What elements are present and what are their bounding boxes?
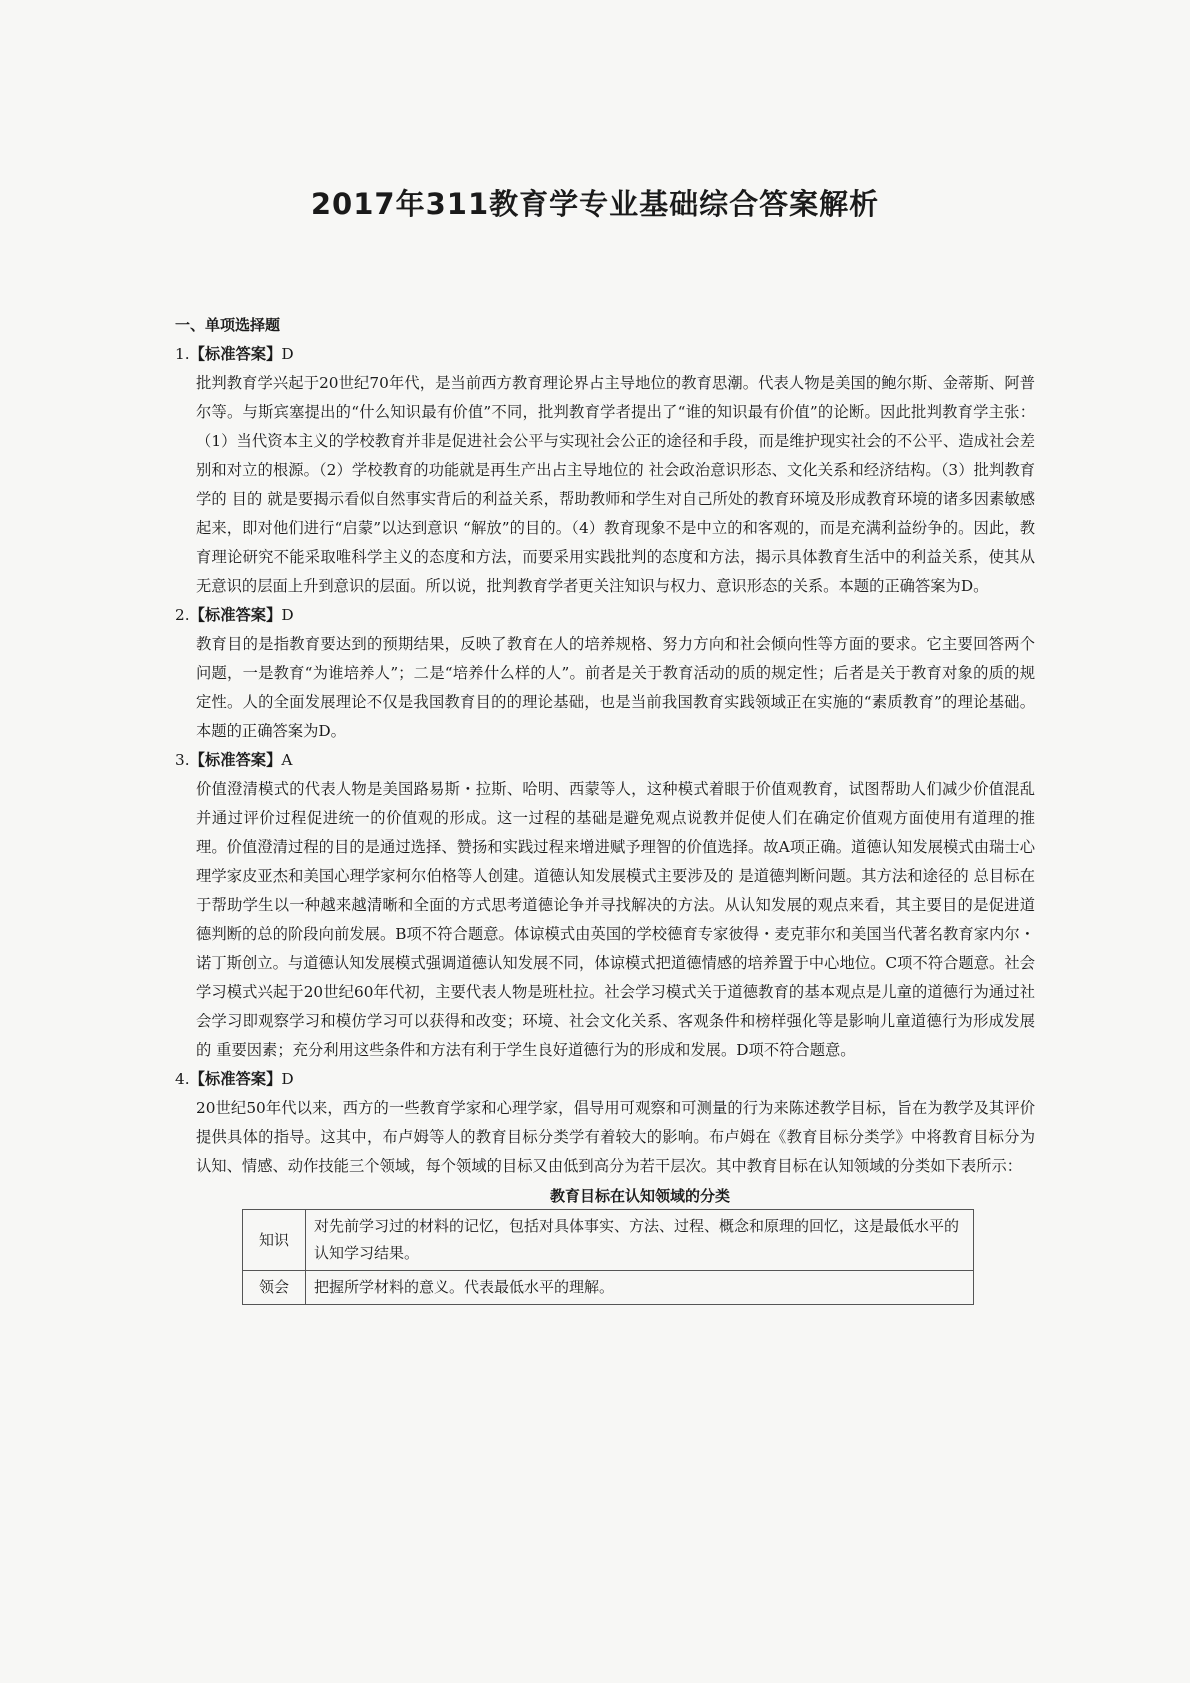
classification-table <box>242 1209 974 1305</box>
question-4 <box>175 1065 1035 1181</box>
section-heading: 一、单项选择题 <box>175 316 281 334</box>
question-3 <box>175 746 1035 1065</box>
answer-letter: D <box>281 606 294 624</box>
answer-letter: D <box>281 1070 294 1088</box>
answer-label: 【标准答案】 <box>189 751 282 769</box>
question-number: 1. <box>175 345 190 363</box>
answer-label: 【标准答案】 <box>189 606 282 624</box>
table-term-cell: 领会 <box>243 1271 306 1305</box>
table-row <box>243 1210 974 1271</box>
table-row <box>243 1271 974 1305</box>
table-caption: 教育目标在认知领域的分类 <box>549 1187 730 1205</box>
answer-letter: A <box>281 751 293 769</box>
answer-label: 【标准答案】 <box>189 1070 282 1088</box>
page-title: 2017年311教育学专业基础综合答案解析 <box>310 187 880 221</box>
answer-letter: D <box>281 345 294 363</box>
table-term-cell: 知识 <box>243 1210 306 1271</box>
question-2 <box>175 601 1035 746</box>
table-desc-cell: 对先前学习过的材料的记忆，包括对具体事实、方法、过程、概念和原理的回忆，这是最低水平的认知学习结果。 <box>306 1210 974 1271</box>
question-1 <box>175 340 1035 601</box>
explanation-paragraph: 批判教育学兴起于20世纪70年代，是当前西方教育理论界占主导地位的教育思潮。代表人物是美国的鲍尔斯、金蒂斯、阿普尔等。与斯宾塞提出的“什么知识最有价值”不同，批判教育学者提出了“谁的知识最有价值”的论断。因此批判教育学主张：（1）当代资本主义的学校教育并非是促进社会公平与实现社会公正的途径和手段，而是维护现实社会的不公平、造成社会差别和对立的根源。（2）学校教育的功能就是再生产出占主导地位的 社会政治意识形态、文化关系和经济结构。（3）批判教育学的 目的 就是要揭示看似自然事实背后的利益关系，帮助教师和学生对自己所处的教育环境及形成教育环境的诸多因素敏感起来，即对他们进行“启蒙”以达到意识 “解放”的目的。（4）教育现象不是中立的和客观的，而是充满利益纷争的。因此，教育理论研究不能采取唯科学主义的态度和方法，而要采用实践批判的态度和方法，揭示具体教育生活中的利益关系，使其从无意识的层面上升到意识的层面。所以说，批判教育学者更关注知识与权力、意识形态的关系。本题的正确答案为D。 <box>196 374 1035 595</box>
question-header <box>175 746 1035 775</box>
explanation-paragraph: 20世纪50年代以来，西方的一些教育学家和心理学家，倡导用可观察和可测量的行为来陈述教学目标，旨在为教学及其评价提供具体的指导。这其中，布卢姆等人的教育目标分类学有着较大的影响。布卢姆在《教育目标分类学》中将教育目标分为认知、情感、动作技能三个领域，每个领域的目标又由低到高分为若干层次。其中教育目标在认知领域的分类如下表所示： <box>196 1099 1035 1175</box>
document-body <box>175 311 1035 1305</box>
question-number: 2. <box>175 606 190 624</box>
table-desc-cell: 把握所学材料的意义。代表最低水平的理解。 <box>306 1271 974 1305</box>
question-number: 3. <box>175 751 190 769</box>
question-header <box>175 1065 1035 1094</box>
question-header <box>175 340 1035 369</box>
explanation-paragraph: 教育目的是指教育要达到的预期结果，反映了教育在人的培养规格、努力方向和社会倾向性等方面的要求。它主要回答两个问题，一是教育“为谁培养人”；二是“培养什么样的人”。前者是关于教育活动的质的规定性；后者是关于教育对象的质的规定性。人的全面发展理论不仅是我国教育目的的理论基础，也是当前我国教育实践领域正在实施的“素质教育”的理论基础。本题的正确答案为D。 <box>196 635 1035 740</box>
question-number: 4. <box>175 1070 190 1088</box>
explanation-paragraph: 价值澄清模式的代表人物是美国路易斯・拉斯、哈明、西蒙等人，这种模式着眼于价值观教育，试图帮助人们减少价值混乱并通过评价过程促进统一的价值观的形成。这一过程的基础是避免观点说教并促使人们在确定价值观方面使用有道理的推理。价值澄清过程的目的是通过选择、赞扬和实践过程来增进赋予理智的价值选择。故A项正确。道德认知发展模式由瑞士心理学家皮亚杰和美国心理学家柯尔伯格等人创建。道德认知发展模式主要涉及的 是道德判断问题。其方法和途径的 总目标在于帮助学生以一种越来越清晰和全面的方式思考道德论争并寻找解决的方法。从认知发展的观点来看，其主要目的是促进道德判断的总的阶段向前发展。B项不符合题意。体谅模式由英国的学校德育专家彼得・麦克菲尔和美国当代著名教育家内尔・诺丁斯创立。与道德认知发展模式强调道德认知发展不同，体谅模式把道德情感的培养置于中心地位。C项不符合题意。社会学习模式兴起于20世纪60年代初，主要代表人物是班杜拉。社会学习模式关于道德教育的基本观点是儿童的道德行为通过社会学习即观察学习和模仿学习可以获得和改变；环境、社会文化关系、客观条件和榜样强化等是影响儿童道德行为形成发展的 重要因素；充分利用这些条件和方法有利于学生良好道德行为的形成和发展。D项不符合题意。 <box>196 780 1035 1059</box>
answer-label: 【标准答案】 <box>189 345 282 363</box>
question-header <box>175 601 1035 630</box>
